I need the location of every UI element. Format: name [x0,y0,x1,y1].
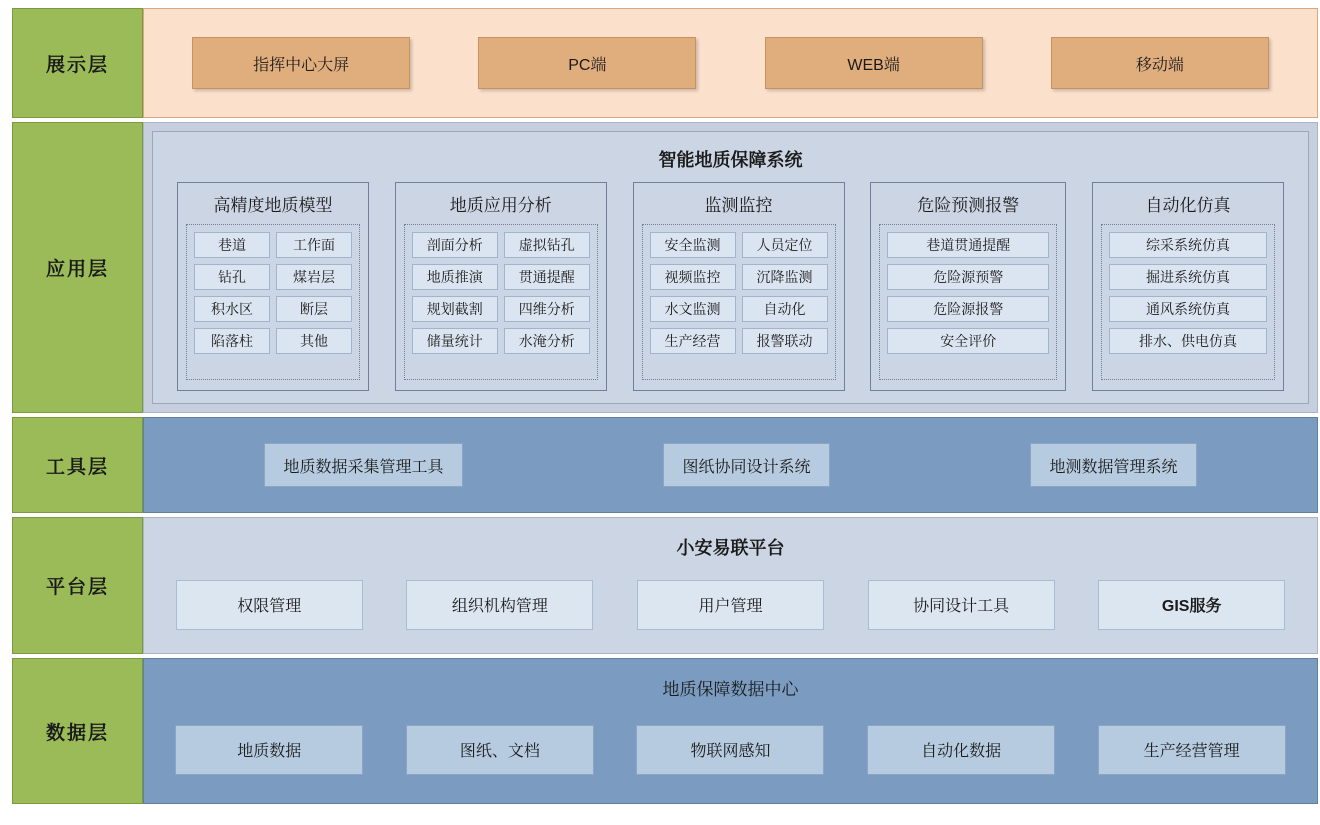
app-item-planned-cutting[interactable]: 规划截割 [412,296,498,322]
app-item-drainage-power-simulation[interactable]: 排水、供电仿真 [1109,328,1267,354]
app-item-automation[interactable]: 自动化 [742,296,828,322]
app-group-title: 自动化仿真 [1145,196,1231,215]
app-item-reserve-statistics[interactable]: 储量统计 [412,328,498,354]
app-item-safety-monitoring[interactable]: 安全监测 [650,232,736,258]
data-item-drawings-documents[interactable]: 图纸、文档 [406,725,594,775]
app-item-personnel-positioning[interactable]: 人员定位 [742,232,828,258]
app-item-roadway-penetration-reminder[interactable]: 巷道贯通提醒 [887,232,1049,258]
app-item-alarm-linkage[interactable]: 报警联动 [742,328,828,354]
presentation-item-web[interactable]: WEB端 [765,37,983,89]
application-layer-body [143,122,1318,413]
architecture-diagram [12,8,1318,810]
app-group-items [186,224,360,380]
layer-data [12,658,1318,804]
app-group-title: 监测监控 [704,196,773,215]
application-system-title: 智能地质保障系统 [658,150,803,170]
app-item-safety-evaluation[interactable]: 安全评价 [887,328,1049,354]
tool-layer-body [143,417,1318,513]
app-group-items [1101,224,1275,380]
platform-item-permission-management[interactable]: 权限管理 [176,580,363,630]
app-group-title: 危险预测报警 [917,196,1020,215]
app-item-borehole[interactable]: 钻孔 [194,264,270,290]
app-item-working-face[interactable]: 工作面 [276,232,352,258]
application-system-panel [152,131,1309,404]
data-items [154,714,1307,793]
platform-item-collaborative-design-tool[interactable]: 协同设计工具 [868,580,1055,630]
data-layer-body [143,658,1318,804]
app-item-profile-analysis[interactable]: 剖面分析 [412,232,498,258]
layer-label-application: 应用层 [12,122,143,413]
app-item-flooding-analysis[interactable]: 水淹分析 [504,328,590,354]
app-group-monitoring [633,182,845,391]
app-group-items [879,224,1057,380]
app-item-4d-analysis[interactable]: 四维分析 [504,296,590,322]
app-item-water-area[interactable]: 积水区 [194,296,270,322]
app-group-risk-warning [870,182,1066,391]
presentation-layer-body [143,8,1318,118]
app-group-title: 高精度地质模型 [213,196,333,215]
app-group-items [404,224,598,380]
app-item-fault[interactable]: 断层 [276,296,352,322]
app-group-geological-model [177,182,369,391]
app-item-ventilation-simulation[interactable]: 通风系统仿真 [1109,296,1267,322]
application-groups [163,182,1298,391]
presentation-item-mobile[interactable]: 移动端 [1051,37,1269,89]
layer-presentation [12,8,1318,118]
platform-item-gis-service[interactable]: GIS服务 [1098,580,1285,630]
platform-item-user-management[interactable]: 用户管理 [637,580,824,630]
platform-item-organization-management[interactable]: 组织机构管理 [406,580,593,630]
app-item-collapse-column[interactable]: 陷落柱 [194,328,270,354]
app-group-title: 地质应用分析 [449,196,552,215]
app-item-production-operation[interactable]: 生产经营 [650,328,736,354]
app-item-excavation-simulation[interactable]: 掘进系统仿真 [1109,264,1267,290]
layer-label-data: 数据层 [12,658,143,804]
app-group-geological-analysis [395,182,607,391]
presentation-item-pc[interactable]: PC端 [478,37,696,89]
app-group-items [642,224,836,380]
layer-tool [12,417,1318,513]
app-item-video-monitoring[interactable]: 视频监控 [650,264,736,290]
layer-platform [12,517,1318,654]
platform-layer-body [143,517,1318,654]
app-item-hydrological-monitoring[interactable]: 水文监测 [650,296,736,322]
app-item-penetration-reminder[interactable]: 贯通提醒 [504,264,590,290]
layer-label-platform: 平台层 [12,517,143,654]
tool-item-survey-data-management[interactable]: 地测数据管理系统 [1030,443,1196,487]
app-item-hazard-source-warning[interactable]: 危险源预警 [887,264,1049,290]
data-item-geological-data[interactable]: 地质数据 [175,725,363,775]
app-item-virtual-borehole[interactable]: 虚拟钻孔 [504,232,590,258]
app-item-hazard-source-alarm[interactable]: 危险源报警 [887,296,1049,322]
tool-item-data-collection[interactable]: 地质数据采集管理工具 [264,443,462,487]
app-item-fully-mechanized-mining-simulation[interactable]: 综采系统仿真 [1109,232,1267,258]
data-center-title: 地质保障数据中心 [662,680,799,699]
app-group-automation-simulation [1092,182,1284,391]
platform-items [154,572,1307,643]
app-item-other[interactable]: 其他 [276,328,352,354]
tool-item-drawing-collaboration[interactable]: 图纸协同设计系统 [663,443,829,487]
data-item-iot-sensing[interactable]: 物联网感知 [636,725,824,775]
layer-label-presentation: 展示层 [12,8,143,118]
app-item-coal-rock-seam[interactable]: 煤岩层 [276,264,352,290]
data-item-production-management[interactable]: 生产经营管理 [1098,725,1286,775]
layer-application [12,122,1318,413]
data-item-automation-data[interactable]: 自动化数据 [867,725,1055,775]
layer-label-tool: 工具层 [12,417,143,513]
platform-title: 小安易联平台 [676,538,785,558]
app-item-geological-deduction[interactable]: 地质推演 [412,264,498,290]
app-item-roadway[interactable]: 巷道 [194,232,270,258]
app-item-settlement-monitoring[interactable]: 沉降监测 [742,264,828,290]
presentation-item-command-center[interactable]: 指挥中心大屏 [192,37,410,89]
